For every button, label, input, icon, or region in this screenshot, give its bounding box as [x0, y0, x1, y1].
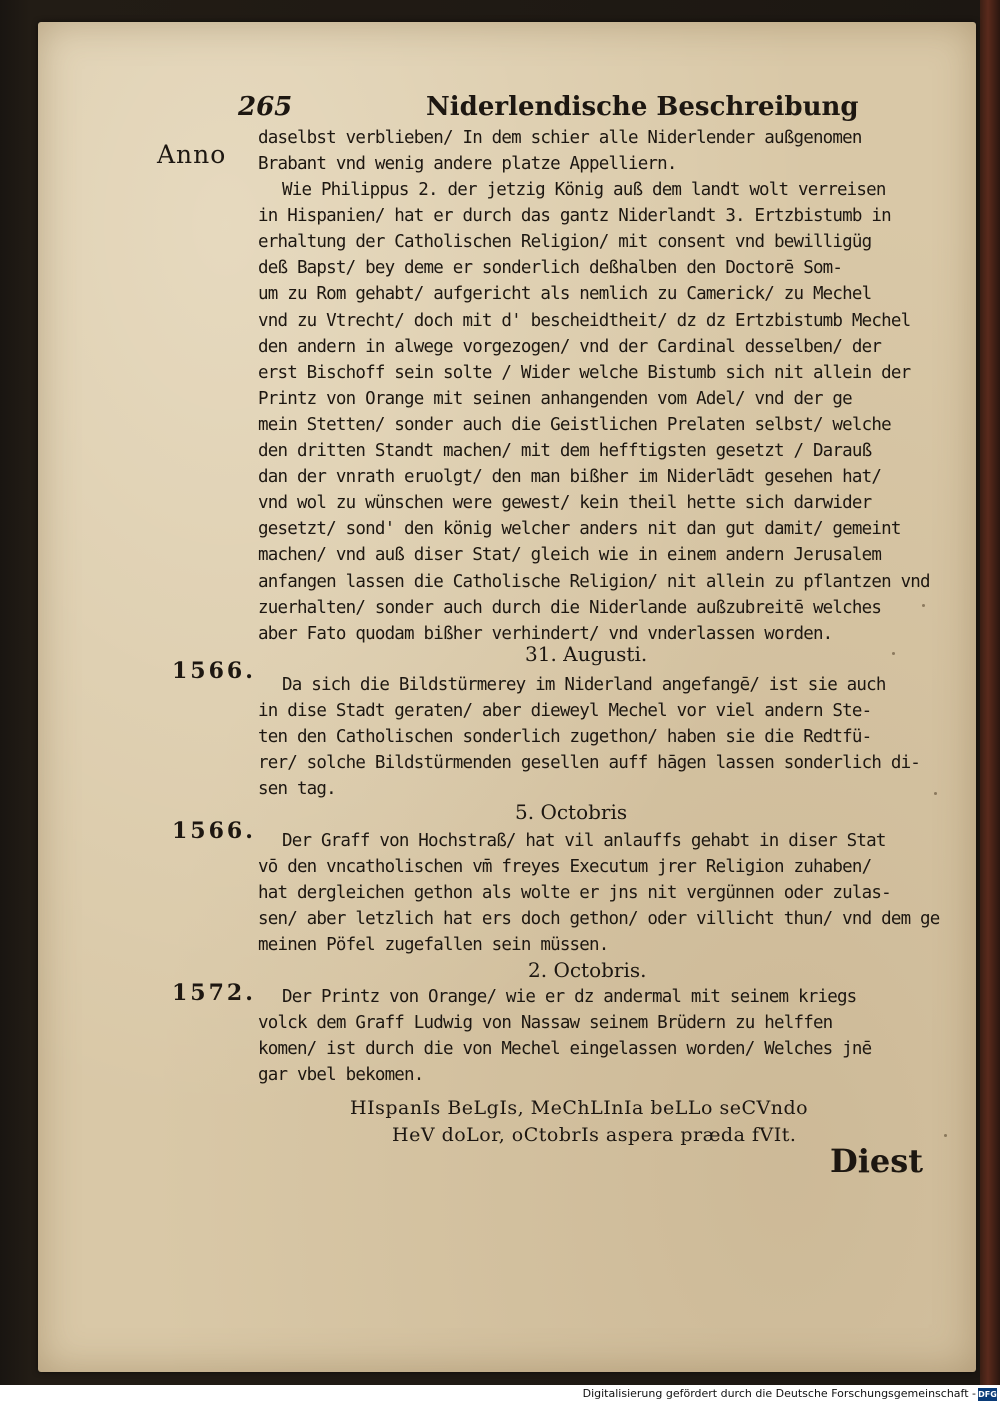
book-cover-edge [980, 0, 1000, 1385]
text-line: komen/ ist durch die von Mechel eingelassen worden/ Welches jnē [258, 1039, 872, 1059]
text-line: gar vbel bekomen. [258, 1065, 424, 1085]
text-line: in Hispanien/ hat er durch das gantz Niderlandt 3. Ertzbistumb in [258, 206, 891, 226]
paper-speck [944, 1134, 947, 1137]
page-number: 265 [238, 92, 293, 122]
text-line: Printz von Orange mit seinen anhangenden vom Adel/ vnd der ge [258, 389, 852, 409]
margin-year: 1566. [172, 818, 256, 844]
paper-speck [934, 792, 937, 795]
text-line: Brabant vnd wenig andere platze Appelliern. [258, 154, 677, 174]
text-line: deß Bapst/ bey deme er sonderlich deßhalben den Doctorē Som- [258, 258, 843, 278]
text-line: den dritten Standt machen/ mit dem hefftigsten gesetzt / Darauß [258, 441, 872, 461]
text-line: vō den vncatholischen vm̄ freyes Executum jrer Religion zuhaben/ [258, 857, 872, 877]
text-line: dan der vnrath eruolgt/ den man bißher im Niderlādt gesehen hat/ [258, 467, 882, 487]
date-heading: 2. Octobris. [528, 958, 647, 982]
text-line: daselbst verblieben/ In dem schier alle Niderlender außgenomen [258, 128, 862, 148]
text-line: um zu Rom gehabt/ aufgericht als nemlich zu Camerick/ zu Mechel [258, 284, 872, 304]
paper-speck [922, 604, 925, 607]
text-line: sen tag. [258, 779, 336, 799]
page-header [238, 92, 859, 128]
text-line: sen/ aber letzlich hat ers doch gethon/ oder villicht thun/ vnd dem ge [258, 909, 940, 929]
text-line: aber Fato quodam bißher verhindert/ vnd vnderlassen worden. [258, 624, 833, 644]
text-line: vnd zu Vtrecht/ doch mit d' bescheidtheit/ dz dz Ertzbistumb Mechel [258, 311, 911, 331]
date-heading: 5. Octobris [515, 800, 628, 824]
date-heading: 31. Augusti. [525, 642, 648, 666]
text-line: vnd wol zu wünschen were gewest/ kein theil hette sich darwider [258, 493, 872, 513]
text-line: meinen Pöfel zugefallen sein müssen. [258, 935, 609, 955]
margin-year: 1572. [172, 980, 256, 1006]
margin-anno-label: Anno [157, 140, 227, 169]
running-title: Niderlendische Beschreibung [426, 92, 859, 122]
margin-year: 1566. [172, 658, 256, 684]
text-line: zuerhalten/ sonder auch durch die Niderlande außzubreitē welches [258, 598, 882, 618]
text-line: hat dergleichen gethon als wolte er jns nit vergünnen oder zulas- [258, 883, 891, 903]
text-line: machen/ vnd auß diser Stat/ gleich wie in einem andern Jerusalem [258, 545, 882, 565]
text-line: gesetzt/ sond' den könig welcher anders nit dan gut damit/ gemeint [258, 519, 901, 539]
text-line: anfangen lassen die Catholische Religion/ nit allein zu pflantzen vnd [258, 572, 930, 592]
dfg-logo: DFG [978, 1390, 997, 1399]
text-line: den andern in alwege vorgezogen/ vnd der Cardinal desselben/ der [258, 337, 882, 357]
text-line: Der Graff von Hochstraß/ hat vil anlauffs gehabt in diser Stat [282, 831, 886, 851]
chronogram-line: HeV doLor, oCtobrIs aspera præda fVIt. [392, 1124, 797, 1146]
chronogram-line: HIspanIs BeLgIs, MeChLInIa beLLo seCVndo [350, 1097, 809, 1119]
text-line: Da sich die Bildstürmerey im Niderland angefangē/ ist sie auch [282, 675, 886, 695]
text-line: Wie Philippus 2. der jetzig König auß dem landt wolt verreisen [282, 180, 886, 200]
text-line: ten den Catholischen sonderlich zugethon/ haben sie die Redtfü- [258, 727, 872, 747]
text-line: rer/ solche Bildstürmenden gesellen auff hāgen lassen sonderlich di- [258, 753, 921, 773]
digitization-credit: Digitalisierung gefördert durch die Deutsche Forschungsgemeinschaft - [582, 1387, 976, 1400]
text-line: erst Bischoff sein solte / Wider welche Bistumb sich nit allein der [258, 363, 911, 383]
text-line: erhaltung der Catholischen Religion/ mit consent vnd bewilligüg [258, 232, 872, 252]
catchword: Diest [830, 1142, 924, 1180]
text-line: Der Printz von Orange/ wie er dz andermal mit seinem kriegs [282, 987, 857, 1007]
text-line: volck dem Graff Ludwig von Nassaw seinem Brüdern zu helffen [258, 1013, 833, 1033]
text-line: in dise Stadt geraten/ aber dieweyl Mechel vor viel andern Ste- [258, 701, 872, 721]
paper-speck [892, 652, 895, 655]
text-line: mein Stetten/ sonder auch die Geistlichen Prelaten selbst/ welche [258, 415, 891, 435]
